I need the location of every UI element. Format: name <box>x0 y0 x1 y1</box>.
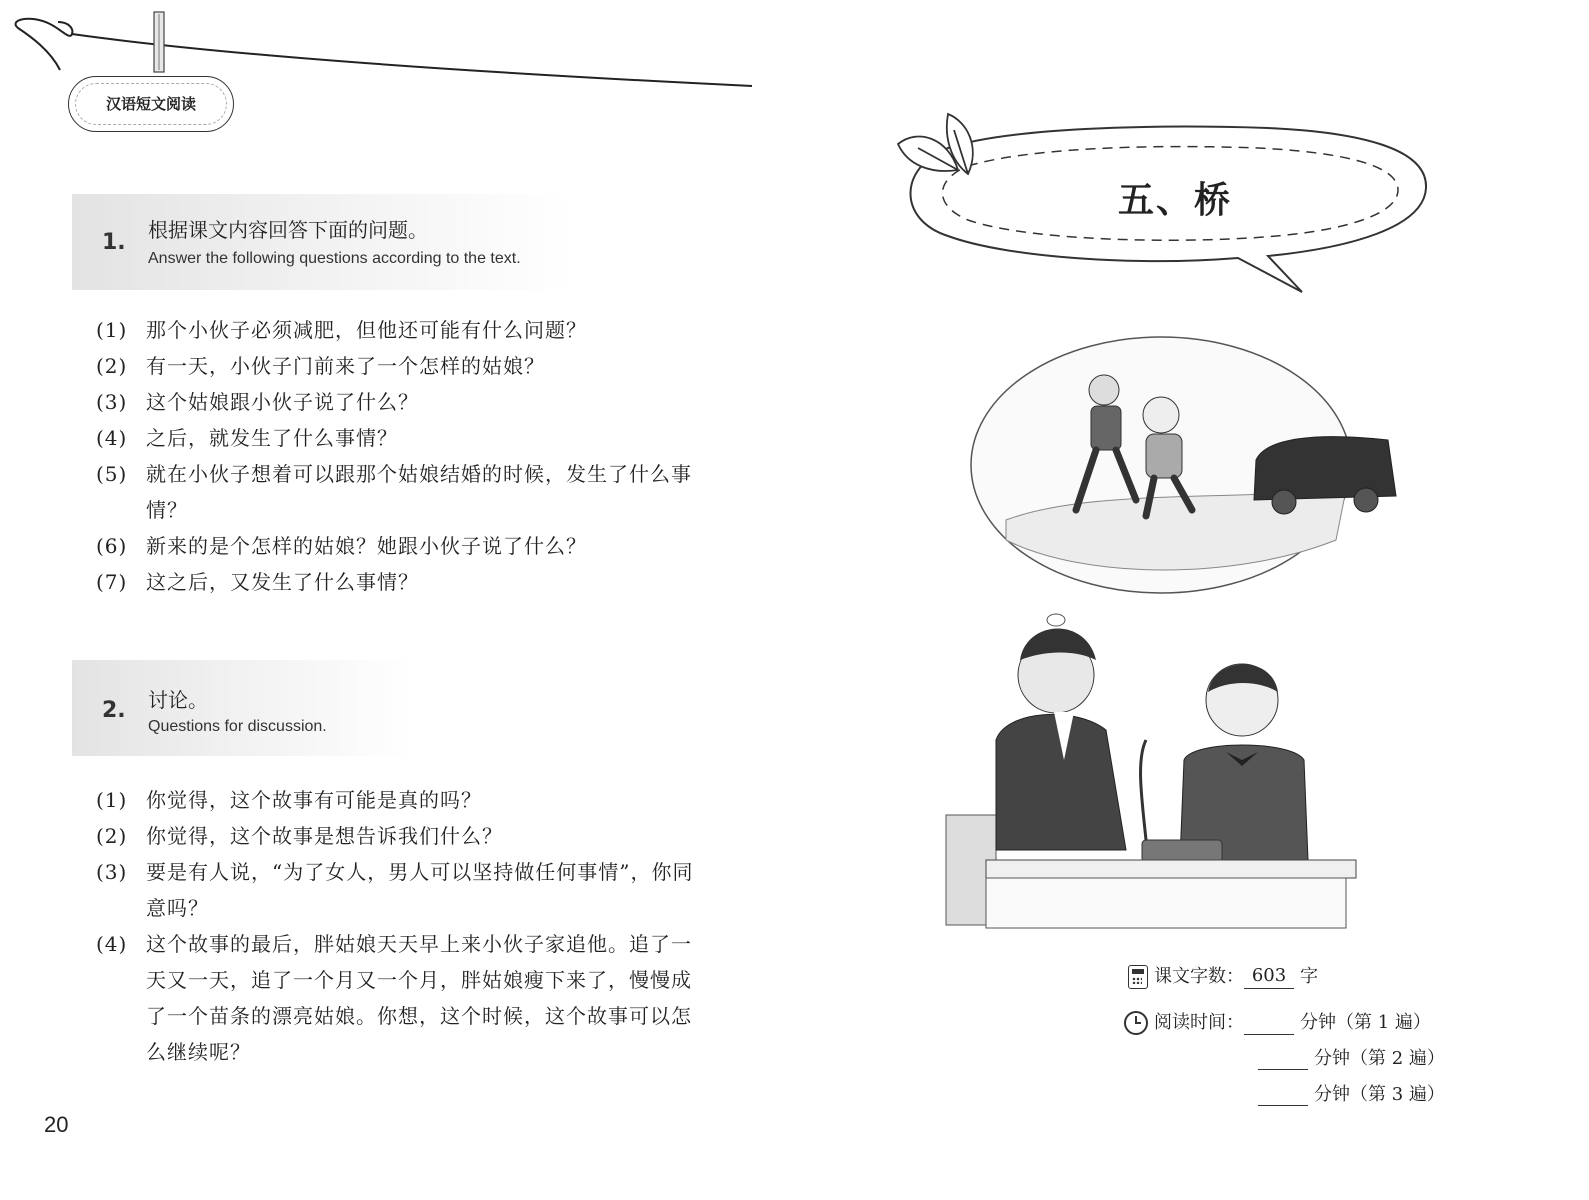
reading-time-row-1 <box>1124 1008 1431 1035</box>
exercise-2-number: 2. <box>102 698 126 723</box>
question-text: 这个故事的最后，胖姑娘天天早上来小伙子家追他。追了一天又一天，追了一个月又一个月，胖姑娘瘦下来了，慢慢成了一个苗条的漂亮姑娘。你想，这个时候，这个故事可以怎么继续呢？ <box>146 932 692 1064</box>
question-number: (5) <box>96 462 128 486</box>
question-item <box>96 528 696 564</box>
exercise-2-questions <box>96 782 696 1070</box>
question-number: (4) <box>96 932 128 956</box>
question-item <box>96 420 696 456</box>
question-number: (6) <box>96 534 128 558</box>
question-item <box>96 926 696 1070</box>
question-item <box>96 854 696 926</box>
minutes-unit: 分钟 <box>1314 1048 1350 1069</box>
exercise-2-subtitle: Questions for discussion. <box>148 718 327 735</box>
word-count-unit: 字 <box>1300 966 1318 987</box>
exercise-2-title: 讨论。 <box>148 688 208 712</box>
question-number: (7) <box>96 570 128 594</box>
reading-time-row-2 <box>1258 1044 1445 1070</box>
question-text: 要是有人说，“为了女人，男人可以坚持做任何事情”，你同意吗？ <box>146 860 694 920</box>
reading-time-input-2[interactable] <box>1258 1045 1308 1070</box>
section-header-tag <box>68 76 234 132</box>
question-number: (2) <box>96 354 128 378</box>
question-text: 有一天，小伙子门前来了一个怎样的姑娘？ <box>146 354 545 378</box>
pass-label-3: （第 3 遍） <box>1350 1084 1445 1105</box>
question-number: (1) <box>96 318 128 342</box>
pass-label-1: （第 1 遍） <box>1336 1012 1431 1033</box>
lesson-title: 五、桥 <box>1117 180 1232 221</box>
word-count-row <box>1128 962 1318 989</box>
minutes-unit: 分钟 <box>1300 1012 1336 1033</box>
question-item <box>96 564 696 600</box>
question-item <box>96 782 696 818</box>
exercise-2-heading <box>72 660 412 756</box>
question-text: 那个小伙子必须减肥，但他还可能有什么问题？ <box>146 318 587 342</box>
reading-time-input-1[interactable] <box>1244 1010 1294 1035</box>
reading-time-label: 阅读时间： <box>1154 1012 1244 1033</box>
reading-time-row-3 <box>1258 1080 1445 1106</box>
exercise-1-number: 1. <box>102 230 126 255</box>
question-text: 就在小伙子想着可以跟那个姑娘结婚的时候，发生了什么事情？ <box>146 462 692 522</box>
reading-time-input-3[interactable] <box>1258 1081 1308 1106</box>
minutes-unit: 分钟 <box>1314 1084 1350 1105</box>
alarm-clock-icon <box>1124 1011 1148 1035</box>
section-header-label: 汉语短文阅读 <box>105 95 196 113</box>
question-text: 之后，就发生了什么事情？ <box>146 426 398 450</box>
calculator-icon <box>1128 965 1148 989</box>
question-text: 你觉得，这个故事是想告诉我们什么？ <box>146 824 503 848</box>
question-text: 你觉得，这个故事有可能是真的吗？ <box>146 788 482 812</box>
question-number: (4) <box>96 426 128 450</box>
exercise-1-title: 根据课文内容回答下面的问题。 <box>148 218 428 242</box>
question-item <box>96 456 696 528</box>
question-number: (3) <box>96 860 128 884</box>
word-count-value: 603 <box>1244 964 1294 989</box>
question-text: 这之后，又发生了什么事情？ <box>146 570 419 594</box>
question-number: (3) <box>96 390 128 414</box>
exercise-1-subtitle: Answer the following questions according to the text. <box>148 250 521 267</box>
question-item <box>96 818 696 854</box>
question-number: (2) <box>96 824 128 848</box>
story-illustration <box>936 320 1436 960</box>
question-number: (1) <box>96 788 128 812</box>
question-item <box>96 312 696 348</box>
question-text: 这个姑娘跟小伙子说了什么？ <box>146 390 419 414</box>
pass-label-2: （第 2 遍） <box>1350 1048 1445 1069</box>
exercise-1-heading <box>72 194 572 290</box>
question-item <box>96 384 696 420</box>
question-text: 新来的是个怎样的姑娘？她跟小伙子说了什么？ <box>146 534 587 558</box>
page-number: 20 <box>44 1112 69 1137</box>
word-count-label: 课文字数： <box>1154 966 1244 987</box>
exercise-1-questions <box>96 312 696 600</box>
question-item <box>96 348 696 384</box>
